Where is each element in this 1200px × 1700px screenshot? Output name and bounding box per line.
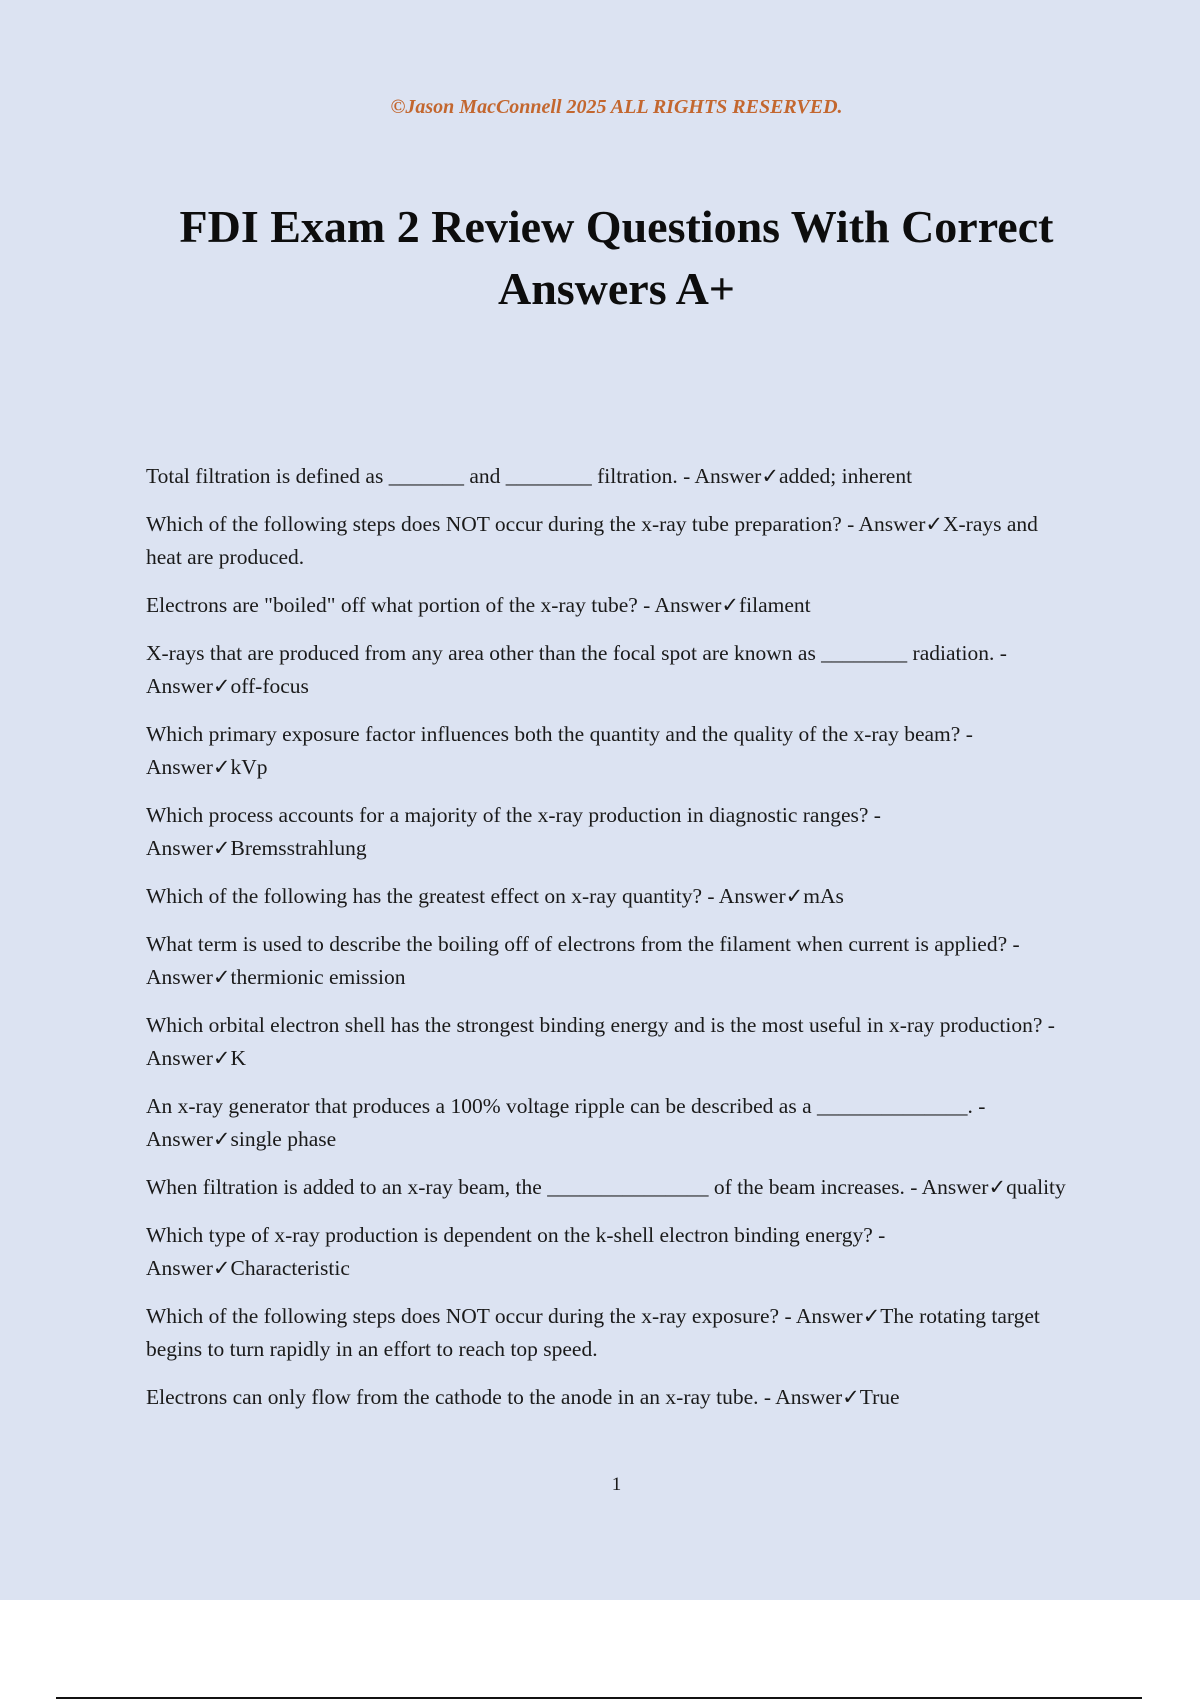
question-text: Electrons are "boiled" off what portion of the x-ray tube? - [146,593,655,617]
copyright-notice: ©Jason MacConnell 2025 ALL RIGHTS RESERVED. [390,96,843,118]
answer-label: Answer [146,1046,213,1070]
checkmark-icon: ✓ [212,755,231,779]
checkmark-icon: ✓ [862,1304,881,1328]
checkmark-icon: ✓ [785,884,804,908]
answer-text: filament [739,593,811,617]
qa-item [146,637,1076,703]
question-text: When filtration is added to an x-ray beam, the _______________ of the beam increases. - [146,1175,922,1199]
qa-item [146,1381,1076,1414]
answer-label: Answer [146,836,213,860]
answer-label: Answer [146,755,213,779]
checkmark-icon: ✓ [988,1175,1007,1199]
question-text: Electrons can only flow from the cathode to the anode in an x-ray tube. - [146,1385,776,1409]
answer-label: Answer [694,464,762,488]
answer-text: The rotating target begins to turn rapidly in an effort to reach top speed. [146,1304,1040,1361]
qa-item [146,1171,1076,1204]
answer-label: Answer [146,1127,213,1151]
checkmark-icon: ✓ [925,512,943,536]
answer-text: single phase [230,1127,337,1151]
qa-item [146,1009,1076,1075]
checkmark-icon: ✓ [212,674,231,698]
checkmark-icon: ✓ [212,965,231,989]
question-text: An x-ray generator that produces a 100% voltage ripple can be described as a ______________. - [146,1094,986,1118]
question-text: Total filtration is defined as _______ and ________ filtration. - [146,464,695,488]
answer-text: Bremsstrahlung [230,836,367,860]
qa-item [146,589,1076,622]
answer-text: mAs [803,884,844,908]
checkmark-icon: ✓ [212,1256,231,1280]
checkmark-icon: ✓ [721,593,739,617]
qa-list [146,460,1076,1429]
checkmark-icon: ✓ [212,836,231,860]
question-text: What term is used to describe the boiling off of electrons from the filament when current is applied? - [146,932,1020,956]
answer-label: Answer [858,512,926,536]
answer-label: Answer [921,1175,989,1199]
answer-label: Answer [146,1256,213,1280]
checkmark-icon: ✓ [212,1046,231,1070]
question-text: X-rays that are produced from any area other than the focal spot are known as ________ radiation. - [146,641,1007,665]
checkmark-icon: ✓ [761,464,779,488]
qa-item [146,460,1076,493]
qa-item [146,1300,1076,1366]
qa-item [146,1219,1076,1285]
question-text: Which type of x-ray production is dependent on the k-shell electron binding energy? - [146,1223,886,1247]
answer-text: K [230,1046,247,1070]
question-text: Which of the following steps does NOT occur during the x-ray exposure? - [146,1304,796,1328]
qa-item [146,928,1076,994]
question-text: Which of the following has the greatest effect on x-ray quantity? - [146,884,719,908]
answer-label: Answer [795,1304,863,1328]
question-text: Which primary exposure factor influences both the quantity and the quality of the x-ray beam? - [146,722,973,746]
page-number: 1 [611,1474,622,1495]
qa-item [146,1090,1076,1156]
answer-label: Answer [718,884,786,908]
answer-text: X-rays and heat are produced. [146,512,1038,569]
answer-text: Characteristic [230,1256,350,1280]
checkmark-icon: ✓ [212,1127,231,1151]
answer-label: Answer [654,593,722,617]
answer-text: kVp [230,755,268,779]
answer-text: quality [1006,1175,1066,1199]
checkmark-icon: ✓ [842,1385,860,1409]
question-text: Which of the following steps does NOT occur during the x-ray tube preparation? - [146,512,859,536]
answer-label: Answer [146,965,213,989]
qa-item [146,880,1076,913]
footer-rule [56,1697,1142,1699]
answer-text: thermionic emission [230,965,406,989]
answer-text: added; inherent [778,464,913,488]
qa-item [146,718,1076,784]
answer-label: Answer [146,674,213,698]
qa-item [146,508,1076,574]
answer-text: off-focus [230,674,309,698]
page-title: FDI Exam 2 Review Questions With Correct Answers A+ [179,201,1054,314]
answer-label: Answer [775,1385,843,1409]
question-text: Which process accounts for a majority of the x-ray production in diagnostic ranges? - [146,803,881,827]
question-text: Which orbital electron shell has the strongest binding energy and is the most useful in x-ray production? - [146,1013,1055,1037]
qa-item [146,799,1076,865]
answer-text: True [859,1385,900,1409]
